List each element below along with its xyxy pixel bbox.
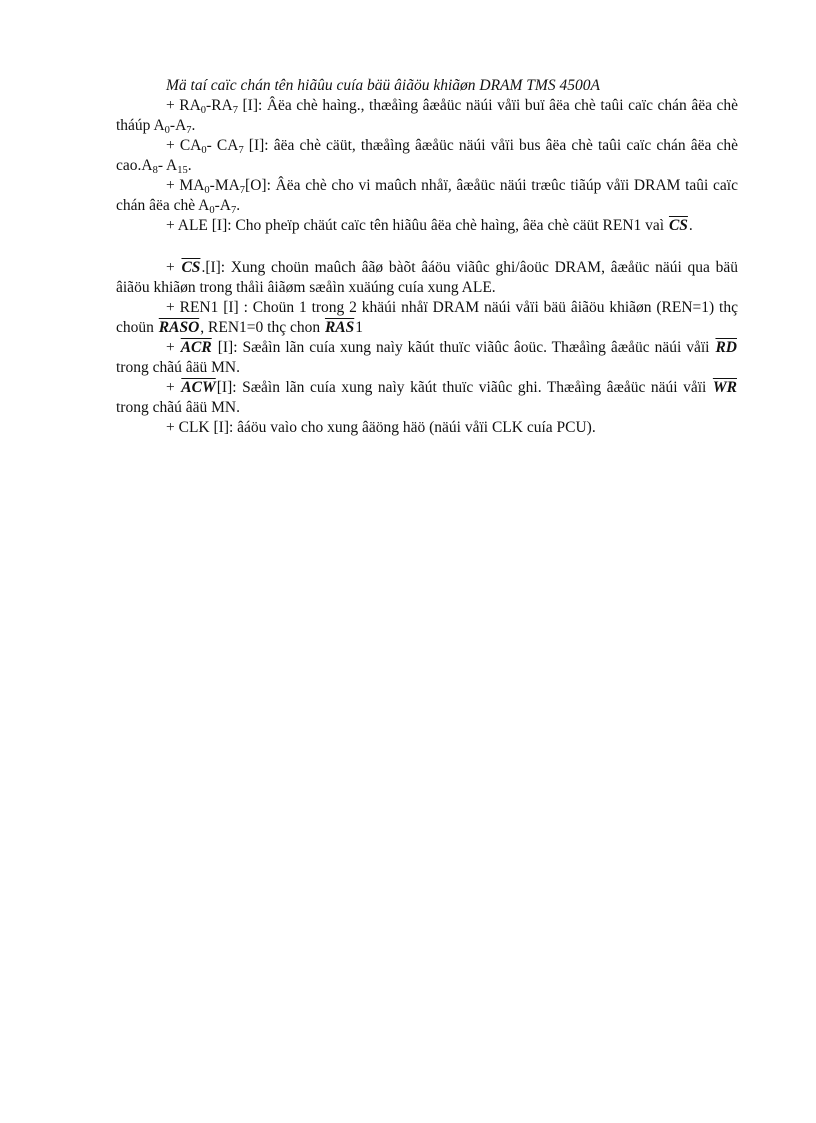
ale-pin-description bbox=[116, 216, 738, 236]
ma-sub-3: 0 bbox=[209, 205, 215, 216]
ma-text-3: [O]: Âëa chè cho vi maûch nhåï, âæåüc näúi træûc tiãúp våïi DRAM taûi caïc chán âëa chè A bbox=[116, 177, 738, 214]
ca-sub-2: 7 bbox=[238, 145, 244, 156]
ras-symbol: $\overline{RAS}$ bbox=[324, 319, 355, 336]
ra-pin-description bbox=[116, 96, 738, 136]
acw-end: trong chãú âäü MN. bbox=[116, 399, 240, 416]
ca-sub-1: 0 bbox=[201, 145, 207, 156]
ra-text-3: [I]: Âëa chè haìng., thæåìng âæåüc näúi våïi buï âëa chè taûi caïc chán âëa chè tháúp A bbox=[116, 97, 738, 134]
ma-sub-2: 7 bbox=[239, 185, 246, 196]
acw-pin-description bbox=[116, 378, 738, 418]
ra-text-5: . bbox=[191, 117, 196, 134]
ma-sub-1: 0 bbox=[204, 185, 210, 196]
ren1-pin-description bbox=[116, 298, 738, 338]
wr-symbol: $\overline{WR}$ bbox=[712, 379, 737, 396]
ca-text-5: . bbox=[187, 157, 192, 174]
ma-text-1: + MA bbox=[166, 177, 205, 194]
cs-text: .[I]: Xung choün maûch âãø bàõt âáöu viãûc ghi/âoüc DRAM, âæåüc näúi qua bäü âiãöu khiãøn trong thåìi âiãøm sæåìn xuäúng cuía xung ALE. bbox=[116, 259, 738, 296]
ca-pin-description bbox=[116, 136, 738, 176]
ra-sub-2: 7 bbox=[232, 105, 238, 116]
cs-prefix: + bbox=[166, 259, 181, 276]
ca-sub-4: 15 bbox=[177, 165, 188, 176]
acw-text: [I]: Sæåìn lãn cuía xung naìy kãút thuïc viãûc ghi. Thæåìng âæåüc näúi våïi bbox=[216, 379, 712, 396]
ca-text-4: - A bbox=[157, 157, 178, 174]
ra-sub-4: 7 bbox=[186, 125, 192, 136]
ra-text-1: + RA bbox=[166, 97, 201, 114]
ca-text-3: [I]: âëa chè cäüt, thæåìng âæåüc näúi våïi bus âëa chè taûi caïc chán âëa chè cao.A bbox=[116, 137, 738, 174]
ma-text-2: -MA bbox=[209, 177, 240, 194]
raso-symbol: RASO bbox=[158, 319, 200, 336]
acr-end: trong chãú âäü MN. bbox=[116, 359, 240, 376]
ma-text-4: -A bbox=[214, 197, 231, 214]
acw-prefix: + bbox=[166, 379, 181, 396]
ren-text: + REN1 [I] : Choün 1 trong 2 khäúi nhåï DRAM näúi våïi bäü âiãöu khiãøn (REN=1) thç choün bbox=[116, 299, 738, 336]
ca-text-1: + CA bbox=[166, 137, 202, 154]
cs-pin-description bbox=[116, 258, 738, 298]
ma-pin-description bbox=[116, 176, 738, 216]
ren-mid: , REN1=0 thç chon bbox=[200, 319, 324, 336]
ma-sub-4: 7 bbox=[230, 205, 237, 216]
acw-symbol: $\overline{ACW}$ bbox=[181, 379, 216, 396]
ale-end: . bbox=[688, 217, 693, 234]
ma-text-5: . bbox=[236, 197, 241, 214]
ra-text-4: -A bbox=[169, 117, 187, 134]
rd-symbol: $\overline{RD}$ bbox=[715, 339, 737, 356]
document-page bbox=[116, 76, 738, 438]
ra-sub-1: 0 bbox=[200, 105, 207, 116]
paragraph-gap bbox=[116, 236, 738, 258]
acr-pin-description bbox=[116, 338, 738, 378]
acr-text: [I]: Sæåìn lãn cuía xung naìy kãút thuïc viãûc âoüc. Thæåìng âæåüc näúi våïi bbox=[212, 339, 715, 356]
ren-end: 1 bbox=[355, 319, 364, 336]
ra-sub-3: 0 bbox=[164, 125, 170, 136]
ca-text-2: - CA bbox=[206, 137, 239, 154]
cs-overline-symbol: $\overline{CS}$ bbox=[668, 217, 688, 234]
ca-sub-3: 8 bbox=[152, 165, 158, 176]
ra-text-2: -RA bbox=[206, 97, 233, 114]
cs-symbol: $\overline{CS}$ bbox=[181, 259, 201, 276]
ale-text: + ALE [I]: Cho pheïp chäút caïc tên hiãûu âëa chè haìng, âëa chè cäüt REN1 vaì bbox=[166, 217, 668, 234]
acr-prefix: + bbox=[166, 339, 180, 356]
page-title: Mä taí caïc chán tên hiãûu cuía bäü âiãöu khiãøn DRAM TMS 4500A bbox=[166, 77, 600, 94]
acr-symbol: $\overline{ACR}$ bbox=[180, 339, 212, 356]
clk-pin-description: + CLK [I]: âáöu vaìo cho xung âäöng häö (näúi våïi CLK cuía PCU). bbox=[166, 419, 596, 436]
